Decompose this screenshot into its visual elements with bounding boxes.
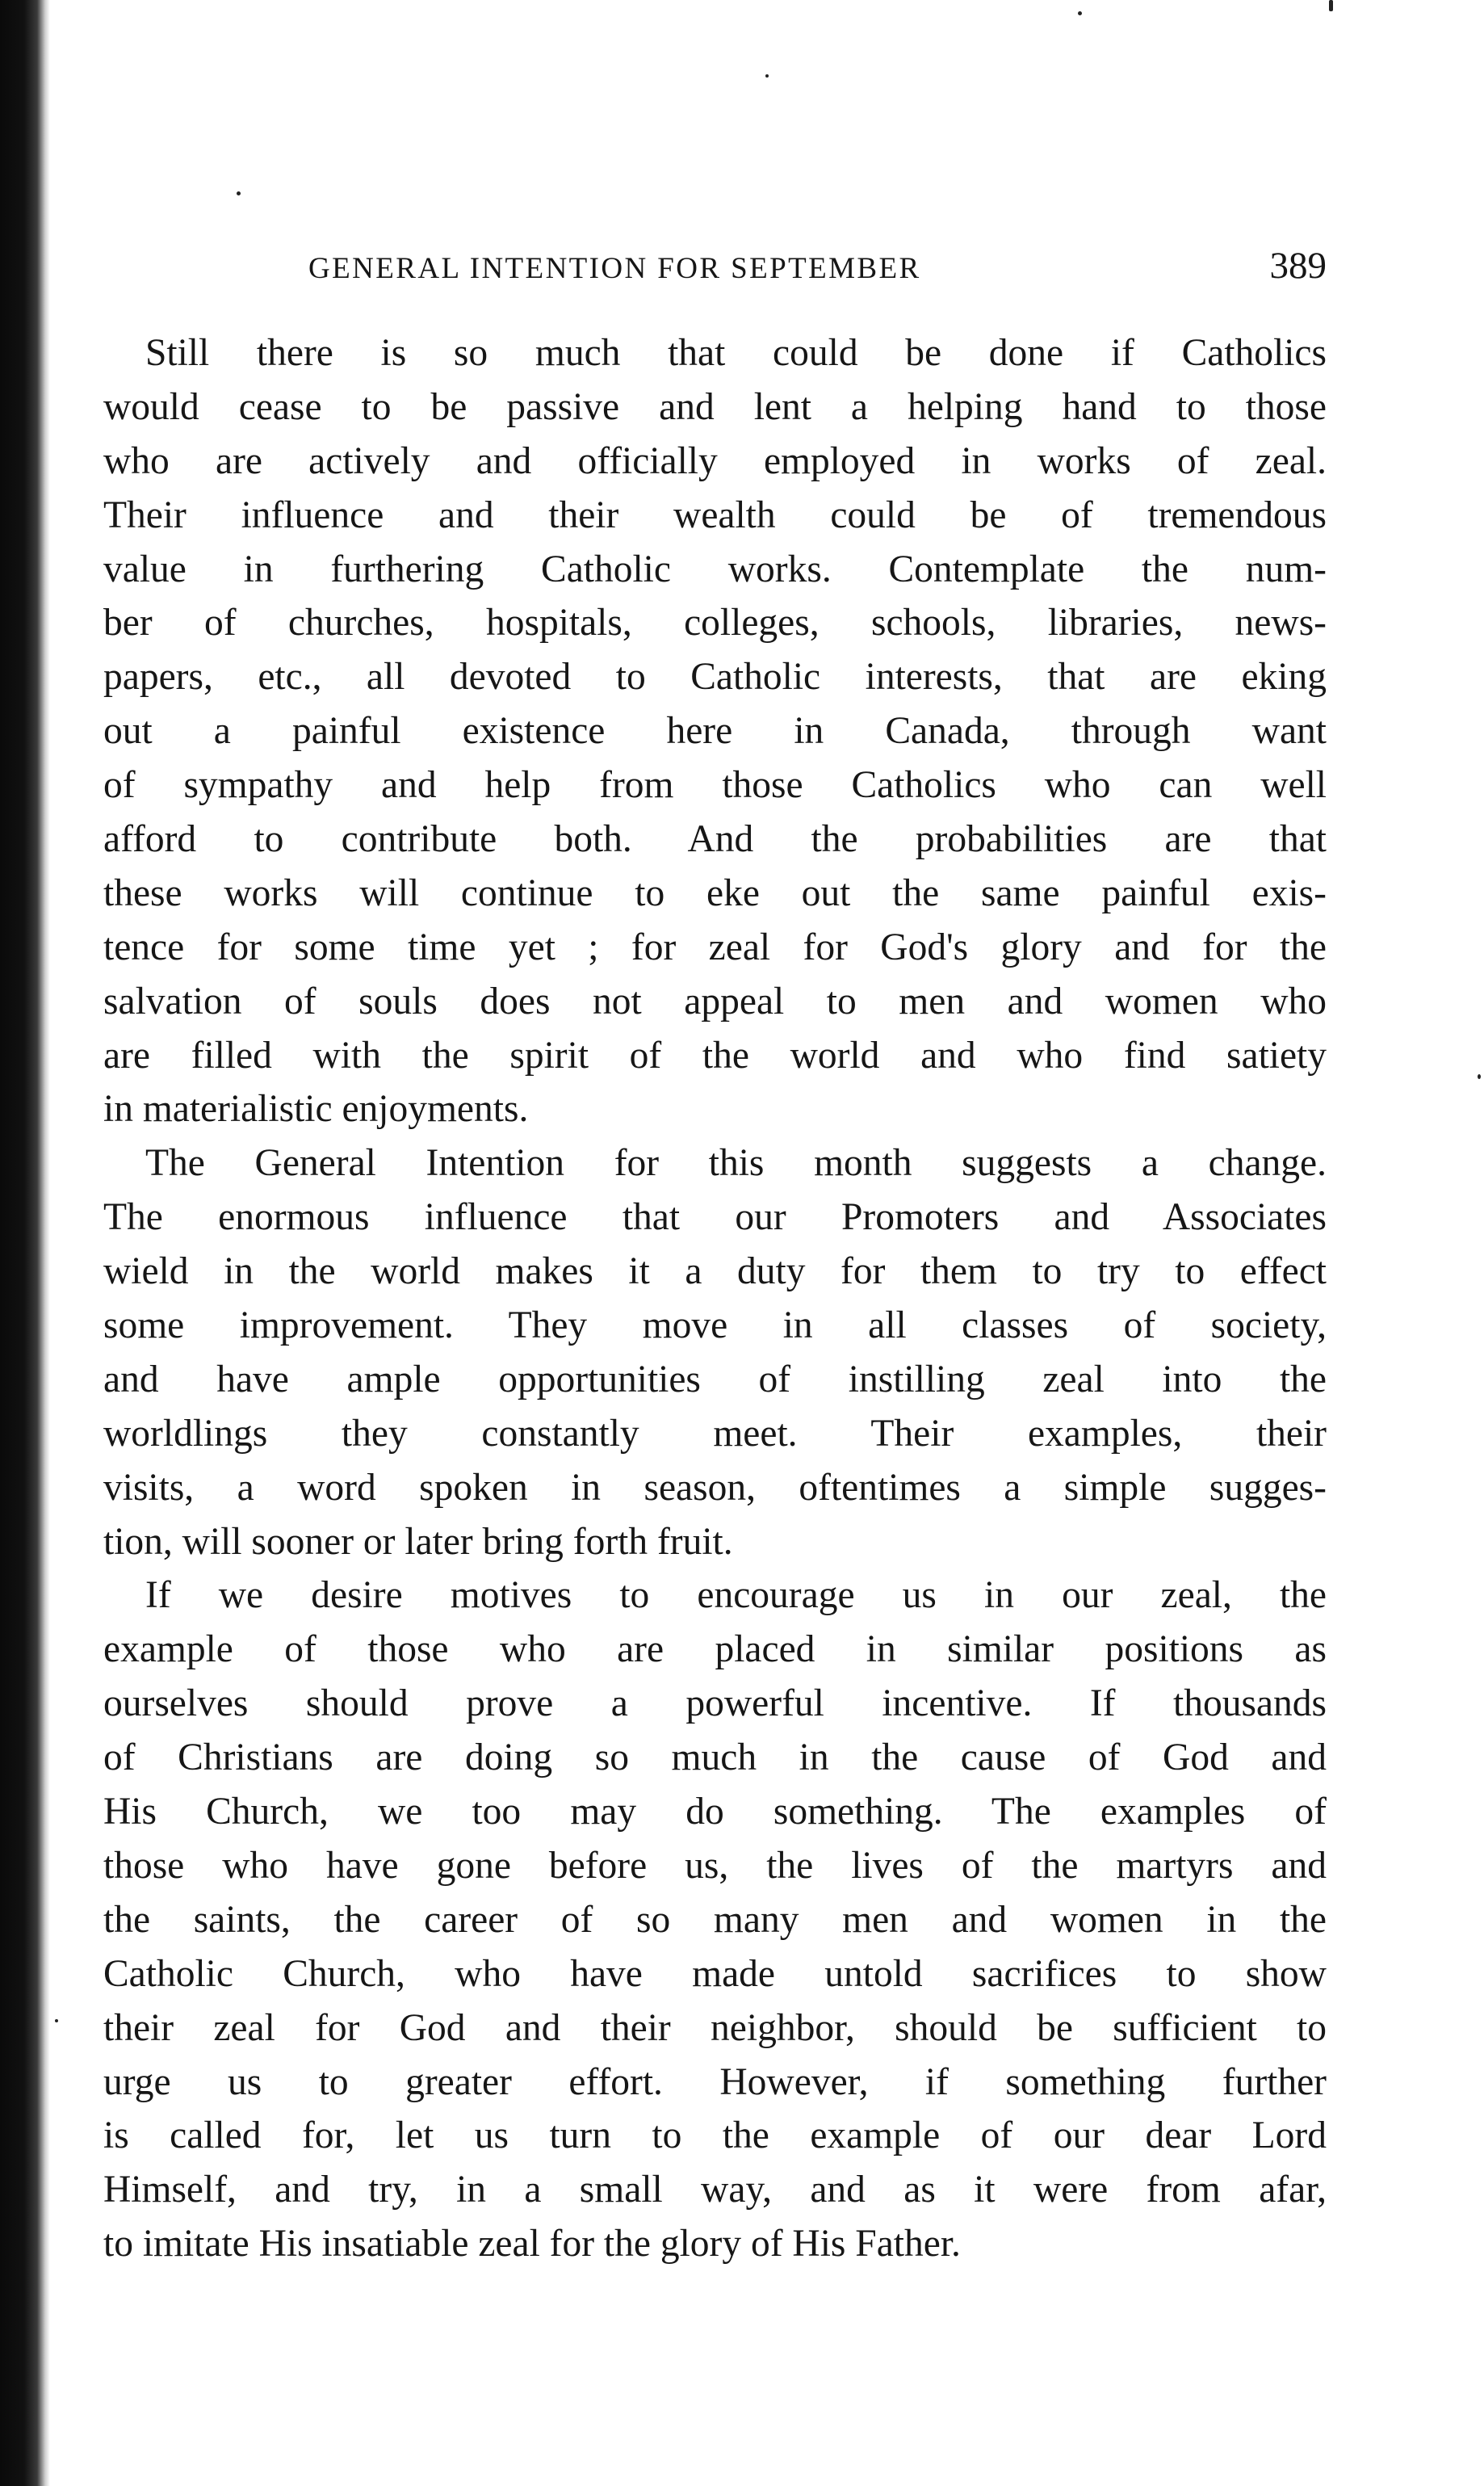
paragraph [103,326,1327,1136]
text-line: papers, etc., all devoted to Catholic interests, that are eking [103,656,1327,699]
text-line: their zeal for God and their neighbor, should be sufficient to [103,2006,1327,2049]
text-line: tence for some time yet ; for zeal for God's glory and for the [103,926,1327,968]
text-line: are filled with the spirit of the world and who find satiety [103,1034,1327,1077]
scan-speck [765,74,769,78]
text-line: those who have gone before us, the lives of the martyrs and [103,1844,1327,1887]
scan-speck [1329,0,1333,11]
page-number: 389 [1269,245,1327,287]
text-line: The enormous influence that our Promoters and Associates [103,1196,1327,1239]
text-line: Catholic Church, who have made untold sacrifices to show [103,1952,1327,1995]
paragraph [103,1136,1327,1568]
text-line: would cease to be passive and lent a helping hand to those [103,385,1327,428]
text-line: worldlings they constantly meet. Their examples, their [103,1412,1327,1455]
text-line: of sympathy and help from those Catholics who can well [103,764,1327,807]
text-line: example of those who are placed in similar positions as [103,1628,1327,1671]
text-line: who are actively and officially employed in works of zeal. [103,439,1327,482]
paragraph [103,1568,1327,2271]
text-line: is called for, let us turn to the example of our dear Lord [103,2114,1327,2157]
text-line: ourselves should prove a powerful incentive. If thousands [103,1682,1327,1725]
text-line: Still there is so much that could be done if Catholics [145,332,1327,374]
text-line: visits, a word spoken in season, oftentimes a simple sugges- [103,1466,1327,1509]
text-line: of Christians are doing so much in the cause of God and [103,1736,1327,1779]
text-line: afford to contribute both. And the probabilities are that [103,818,1327,861]
text-line: to imitate His insatiable zeal for the glory of His Father. [103,2223,961,2266]
text-line: the saints, the career of so many men and women in the [103,1898,1327,1941]
text-line: salvation of souls does not appeal to men and women who [103,980,1327,1023]
page-header [103,245,1327,293]
text-line: Himself, and try, in a small way, and as it were from afar, [103,2169,1327,2211]
scan-speck [237,191,241,195]
running-title: GENERAL INTENTION FOR SEPTEMBER [308,252,921,285]
text-line: If we desire motives to encourage us in our zeal, the [145,1574,1327,1617]
text-line: some improvement. They move in all classes of society, [103,1304,1327,1347]
text-line: wield in the world makes it a duty for them to try to effect [103,1250,1327,1293]
text-line: Their influence and their wealth could be of tremendous [103,493,1327,536]
text-line: ber of churches, hospitals, colleges, schools, libraries, news- [103,602,1327,645]
text-line: His Church, we too may do something. The examples of [103,1791,1327,1833]
scan-speck [1078,11,1082,15]
text-line: and have ample opportunities of instilling zeal into the [103,1358,1327,1400]
text-line: value in furthering Catholic works. Contemplate the num- [103,548,1327,590]
text-line: tion, will sooner or later bring forth fruit. [103,1520,733,1563]
scan-speck [1478,1074,1481,1079]
body-text [103,326,1327,2271]
scan-speck [55,2019,58,2022]
text-line: urge us to greater effort. However, if something further [103,2060,1327,2103]
text-line: these works will continue to eke out the same painful exis- [103,871,1327,914]
text-line: out a painful existence here in Canada, through want [103,710,1327,753]
text-line: in materialistic enjoyments. [103,1088,529,1131]
text-line: The General Intention for this month suggests a change. [145,1142,1327,1185]
page-binding-shadow [0,0,50,2486]
